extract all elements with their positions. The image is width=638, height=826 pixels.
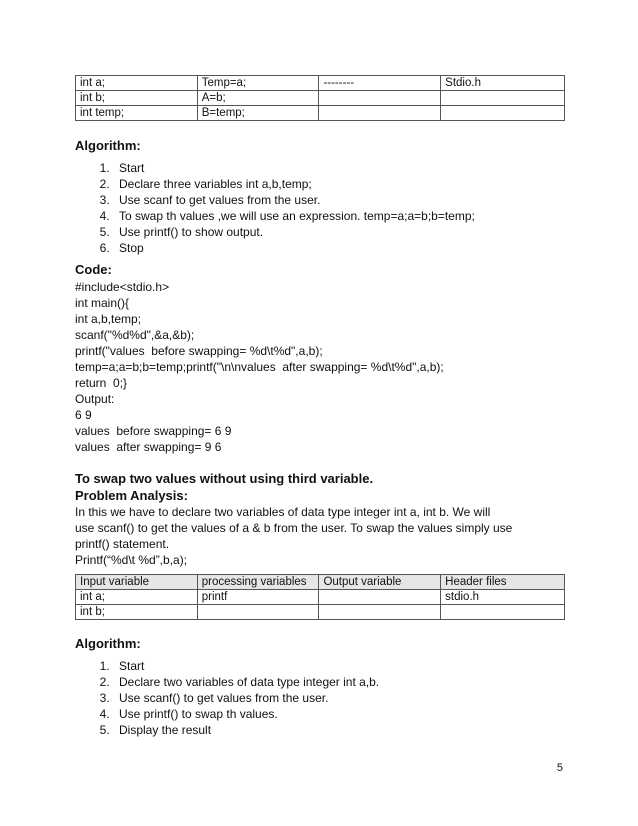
- variables-table-2: [75, 574, 565, 620]
- table-row: [76, 76, 565, 91]
- list-item: 1. Start: [113, 658, 379, 674]
- table-cell: int a;: [76, 590, 198, 605]
- table-row: [76, 91, 565, 106]
- code-line: printf("values before swapping= %d\t%d",a,b);: [75, 344, 323, 358]
- code-line: int a,b,temp;: [75, 312, 142, 326]
- table-cell: int a;: [76, 76, 198, 91]
- table-cell: Stdio.h: [441, 76, 565, 91]
- list-item: 4. To swap th values ,we will use an expression. temp=a;a=b;b=temp;: [113, 208, 475, 224]
- table-cell: [319, 106, 441, 121]
- table-header-cell: Output variable: [319, 575, 441, 590]
- code-line: temp=a;a=b;b=temp;printf("\n\nvalues after swapping= %d\t%d",a,b);: [75, 360, 444, 374]
- table-cell: Temp=a;: [197, 76, 319, 91]
- list-item: 6. Stop: [113, 240, 475, 256]
- paragraph-line: In this we have to declare two variables of data type integer int a, int b. We will: [75, 505, 491, 519]
- code-line: int main(){: [75, 296, 130, 310]
- table-cell: int b;: [76, 605, 198, 620]
- algorithm-heading-1: Algorithm:: [75, 138, 141, 153]
- table-cell: [319, 605, 441, 620]
- table-row: [76, 106, 565, 121]
- table-cell: A=b;: [197, 91, 319, 106]
- list-item: 5. Display the result: [113, 722, 379, 738]
- list-item: 1. Start: [113, 160, 475, 176]
- paragraph-line: use scanf() to get the values of a & b from the user. To swap the values simply use: [75, 521, 513, 535]
- paragraph-line: printf() statement.: [75, 537, 170, 551]
- table-cell: [441, 91, 565, 106]
- table-cell: [441, 106, 565, 121]
- problem-analysis-text: [75, 504, 555, 568]
- table-header-cell: Header files: [441, 575, 565, 590]
- algorithm-steps-2: [75, 658, 379, 738]
- code-line: return 0;}: [75, 376, 128, 390]
- table-row: [76, 590, 565, 605]
- output-line: values before swapping= 6 9: [75, 424, 232, 438]
- table-cell: B=temp;: [197, 106, 319, 121]
- code-line: scanf("%d%d",&a,&b);: [75, 328, 195, 342]
- code-heading: Code:: [75, 262, 112, 277]
- output-label: Output:: [75, 392, 115, 406]
- table-cell: stdio.h: [441, 590, 565, 605]
- table-header-cell: processing variables: [197, 575, 319, 590]
- section-title: To swap two values without using third variable.: [75, 471, 374, 486]
- table-header-row: [76, 575, 565, 590]
- table-cell: [197, 605, 319, 620]
- list-item: 2. Declare two variables of data type integer int a,b.: [113, 674, 379, 690]
- variables-table-1: [75, 75, 565, 121]
- problem-analysis-heading: Problem Analysis:: [75, 488, 188, 503]
- table-cell: printf: [197, 590, 319, 605]
- output-line: values after swapping= 9 6: [75, 440, 222, 454]
- list-item: 2. Declare three variables int a,b,temp;: [113, 176, 475, 192]
- page-number: 5: [556, 762, 563, 774]
- table-cell: [319, 91, 441, 106]
- table-cell: --------: [319, 76, 441, 91]
- list-item: 3. Use scanf() to get values from the user.: [113, 690, 379, 706]
- list-item: 4. Use printf() to swap th values.: [113, 706, 379, 722]
- table-header-cell: Input variable: [76, 575, 198, 590]
- paragraph-line: Printf(“%d\t %d”,b,a);: [75, 553, 188, 567]
- table-cell: [319, 590, 441, 605]
- algorithm-heading-2: Algorithm:: [75, 636, 141, 651]
- table-cell: int temp;: [76, 106, 198, 121]
- list-item: 5. Use printf() to show output.: [113, 224, 475, 240]
- table-row: [76, 605, 565, 620]
- table-cell: int b;: [76, 91, 198, 106]
- output-line: 6 9: [75, 408, 92, 422]
- list-item: 3. Use scanf to get values from the user.: [113, 192, 475, 208]
- code-block: [75, 279, 444, 455]
- code-line: #include<stdio.h>: [75, 280, 170, 294]
- table-cell: [441, 605, 565, 620]
- algorithm-steps-1: [75, 160, 475, 256]
